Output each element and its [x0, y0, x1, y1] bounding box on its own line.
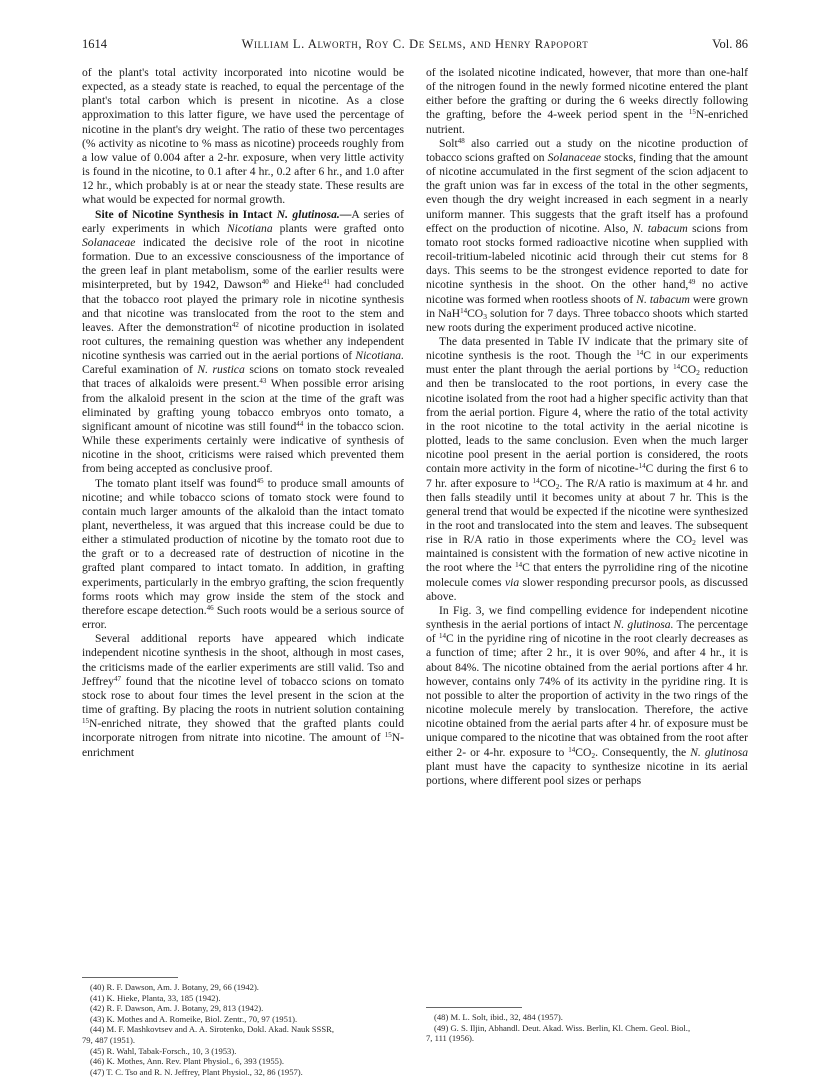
footnote-rule: [426, 1007, 522, 1008]
citation: 43: [259, 377, 267, 386]
footnote: (43) K. Mothes and A. Romeike, Biol. Zentr., 70, 97 (1951).: [90, 1013, 298, 1024]
running-header: [82, 37, 748, 53]
footnote-rule: [82, 977, 178, 978]
citation: 40: [261, 278, 269, 287]
footnote: (46) K. Mothes, Ann. Rev. Plant Physiol., 6, 393 (1955).: [90, 1056, 284, 1067]
citation: 42: [231, 320, 239, 329]
citation: 45: [256, 476, 264, 485]
footnote: (44) M. F. Mashkovtsev and A. A. Sirotenko, Dokl. Akad. Nauk SSSR,: [90, 1024, 335, 1035]
citation: 48: [457, 136, 465, 145]
footnote: 7, 111 (1956).: [426, 1033, 475, 1044]
footnote: 79, 487 (1951).: [82, 1034, 135, 1045]
paragraph: Site of Nicotine Synthesis in Intact N. glutinosa.—A series of early experiments in which Nicotiana plants were grafted onto Solanaceae indicated the decisive role of the root in nicotine formation. Due to an excessive consciousness of the importance of the green leaf in plant metabolism, some of the earlier results were misinterpreted, but by 1942, Dawson$^{40}$ and Hieke$^{41}$ had concluded that the tobacco root played the primary role in nicotine synthesis and that nicotine was translocated from the root to the stem and leaves. After the demonstration$^{42}$ of nicotine production in isolated root cultures, the remaining question was whether any independent nicotine synthesis was carried out in the aerial portions of Nicotiana. Careful examination of N. rustica scions on tomato stock revealed that traces of alkaloids were present.$^{43}$ When possible error arising from the alkaloid present in the scion at the time of the graft was eliminated by grafting young tobacco embryos onto tomato, a significant amount of nicotine was still found$^{44}$ in the tobacco scion. While these experiments certainly were indicative of synthesis of nicotine in the shoot, criticisms were raised which prevented them from being accepted as conclusive proof.: [82, 207, 405, 476]
header-volume: Vol. 86: [712, 37, 748, 51]
paragraph: The data presented in Table IV indicate that the primary site of nicotine synthesis is the root. Though the $^{14}$C in our experiments must enter the plant through the aerial portions by $^{14}CO_2$ reduction and then be translocated to the root portions, in every case the nicotine isolated from the root had a higher specific activity than that from the aerial portion. Figure 4, where the ratio of the total activity in the root nicotine to the total activity in the aerial nicotine is plotted, leads to the same conclusion. Even when the much larger nicotine pool present in the aerial portion is considered, the roots contain more activity in the form of nicotine-$^{14}$C during the first 6 to 7 hr. after exposure to $^{14}CO_2$. The R/A ratio is maximum at 4 hr. and then falls steadily until it becomes unity at about 7 hr. This is the general trend that would be expected if the nicotine were synthesized in the root and translocated into the stem and leaves. The subsequent rise in R/A ratio in those experiments where the $CO_2$ level was maintained is consistent with the formation of new active nicotine in the root where the $^{14}$C that enters the pyrrolidine ring of the nicotine molecule comes via slower responding precursor pools, as discussed above.: [426, 334, 748, 603]
paragraph: of the isolated nicotine indicated, however, that more than one-half of the nitrogen found in the newly formed nicotine entered the plant either before the grafting or during the 6 weeks directly following the grafting, before the 4-week period spent in the $^{15}$N-enriched nutrient.: [426, 66, 748, 136]
paragraph: Several additional reports have appeared which indicate independent nicotine synthesis in the shoot, although in most cases, the criticisms made of the earlier experiments are still valid. Tso and Jeffrey$^{47}$ found that the nicotine level of tobacco scions on tomato stock rose to about four times the level present in the scion at the time of grafting. By placing the roots in nutrient solution containing $^{15}$N-enriched nitrate, they showed that the grafted plants could incorporate nitrogen from nitrate into nicotine. The amount of $^{15}$N-enrichment: [82, 632, 404, 759]
paragraph: of the plant's total activity incorporated into nicotine would be expected, as a steady state is reached, to equal the percentage of the plant's total carbon which is present in nicotine. As a close approximation to this latter figure, we have used the percentage of nicotine in the plant's dry weight. The ratio of these two percentages (% activity as nicotine to % mass as nicotine) proceeds roughly from a low value of 0.004 after a 2-hr. exposure, when very little activity is found in the nicotine, to 0.1 after 4 hr., 0.2 after 6 hr., and 1.0 after 12 hr., which probably is at or near the steady state. These results are what would be expected for normal growth.: [82, 66, 404, 207]
section-heading: Site of Nicotine Synthesis in Intact N. glutinosa.—: [95, 207, 352, 221]
footnote: (47) T. C. Tso and R. N. Jeffrey, Plant Physiol., 32, 86 (1957).: [90, 1066, 303, 1077]
citation: 46: [206, 603, 214, 612]
footnote: (48) M. L. Solt, ibid., 32, 484 (1957).: [434, 1012, 563, 1022]
citation: 41: [322, 278, 330, 287]
header-authors: William L. Alworth, Roy C. De Selms, and Henry Rapoport: [241, 37, 589, 51]
footnotes-right: [426, 1012, 756, 1044]
header-page-number: 1614: [82, 37, 107, 51]
paragraph: In Fig. 3, we find compelling evidence for independent nicotine synthesis in the aerial portions of intact N. glutinosa. The percentage of $^{14}$C in the pyridine ring of nicotine in the root clearly decreases as a function of time; after 2 hr., it is over 90%, and after 4 hr., it is about 84%. The nicotine obtained from the aerial portions after 4 hr. however, contains only 74% of its activity in the pyridine ring. It is not possible to alter the proportion of activity in the two rings of the nicotine molecule merely by translocation. Therefore, the active nicotine obtained from the aerial parts after 4 hr. of exposure must be unique compared to the nicotine that was obtained from the root after either 2- or 4-hr. exposure to $^{14}CO_2$. Consequently, the N. glutinosa plant must have the capacity to synthesize nicotine in its aerial portions, where different pool sizes or perhaps: [426, 603, 748, 787]
footnote: (41) K. Hieke, Planta, 33, 185 (1942).: [90, 992, 221, 1003]
footnote: (40) R. F. Dawson, Am. J. Botany, 29, 66 (1942).: [90, 982, 259, 992]
right-column: [426, 66, 748, 788]
citation: 44: [296, 419, 304, 428]
paragraph: Solt$^{48}$ also carried out a study on the nicotine production of tobacco scions grafted on Solanaceae stocks, finding that the amount of nicotine accumulated in the first segment of the scion adjacent to the graft union was far in excess of the total in the other segments, even though the dry weight increased in each segment in a nearly uniform manner. This suggests that the graft itself has a profound effect on the production of nicotine. Also, N. tabacum scions from tomato root stocks formed radioactive nicotine when supplied with recoil-tritium-labeled nicotinic acid through their cut stems for 8 days. This seems to be the strongest evidence reported to date for nicotine synthesis in the shoot. On the other hand,$^{49}$ no active nicotine was formed when rootless shoots of N. tabacum were grown in $NaH^{14}CO_3$ solution for 7 days. Three tobacco shoots which started new roots during the experiment produced active nicotine.: [426, 136, 749, 334]
footnote: (49) G. S. Iljin, Abhandl. Deut. Akad. Wiss. Berlin, Kl. Chem. Geol. Biol.,: [434, 1022, 691, 1033]
footnote: (45) R. Wahl, Tabak-Forsch., 10, 3 (1953).: [90, 1045, 237, 1056]
paragraph: The tomato plant itself was found$^{45}$ to produce small amounts of nicotine; and while tobacco scions of tomato stock were found to contain much larger amounts of the alkaloid than the intact tomato plant, nevertheless, it was argued that this increase could be due to either a stimulated production of nicotine by the tomato root due to the graft or to a decreased rate of destruction of nicotine in the grafted plant compared to intact tomato. In addition, in grafting experiments, particularly in the embryo grafting, the scion frequently forms roots which may grow inside the stem of the stock and therefore escape detection.$^{46}$ Such roots would be a serious source of error.: [82, 476, 405, 632]
left-column: [82, 66, 404, 760]
footnotes-left: [82, 982, 412, 1077]
citation: 47: [113, 674, 121, 683]
footnote: (42) R. F. Dawson, Am. J. Botany, 29, 813 (1942).: [90, 1003, 264, 1014]
citation: 49: [688, 278, 696, 287]
